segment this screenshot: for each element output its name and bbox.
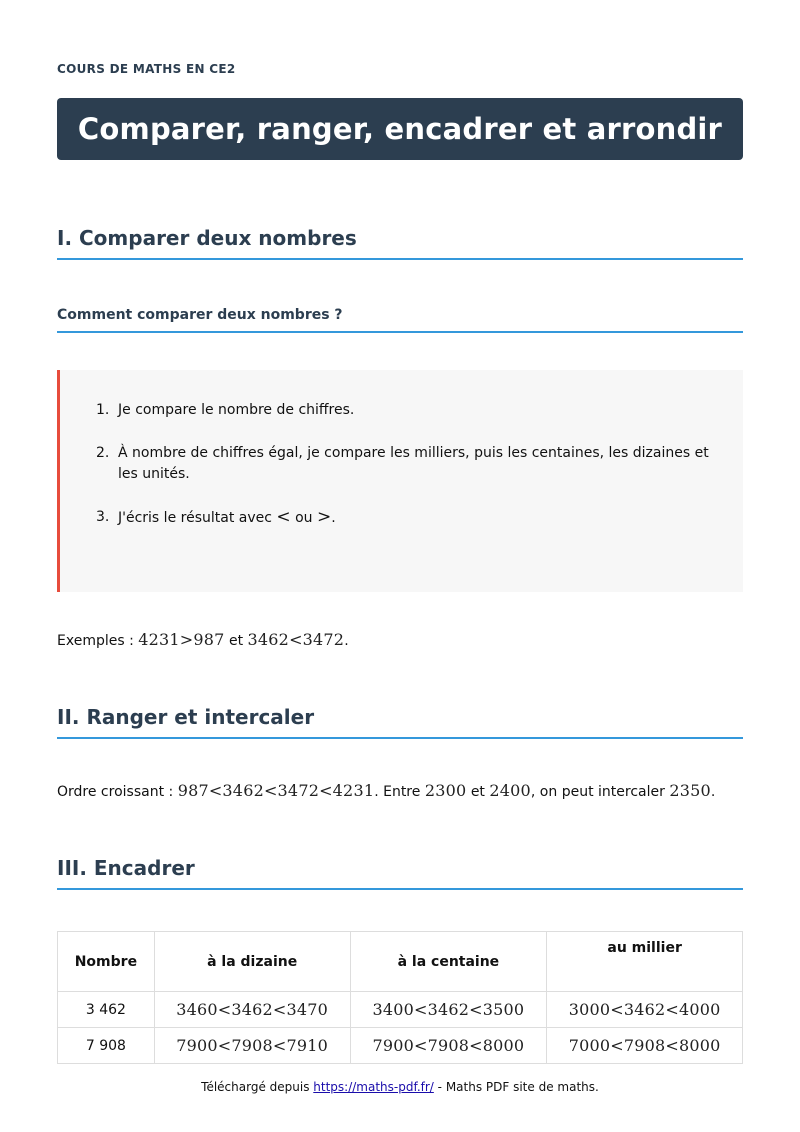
math-expression: 987<3462<3472<4231 [177,781,375,800]
table-row [58,992,743,1028]
table-cell: 3460<3462<3470 [154,992,350,1028]
math-expression: 2350 [669,781,711,800]
footer-text: Téléchargé depuis [201,1080,310,1094]
table-cell: 3000<3462<4000 [547,992,743,1028]
punctuation: . [344,633,349,649]
order-label: Ordre croissant : [57,784,174,800]
table-cell: 3400<3462<3500 [350,992,547,1028]
table-header-row [58,932,743,992]
conjunction: et [228,633,244,649]
table-row [58,1028,743,1064]
step-text: À nombre de chiffres égal, je compare les milliers, puis les centaines, les dizaines et les unités. [118,445,709,482]
section-1-subheading: Comment comparer deux nombres ? [57,307,743,333]
examples-label: Exemples : [57,633,134,649]
step-text: ou [295,510,313,526]
page-title: Comparer, ranger, encadrer et arrondir [77,112,723,146]
course-label: COURS DE MATHS EN CE2 [57,62,236,76]
section-2-heading: II. Ranger et intercaler [57,705,743,739]
step-text: J'écris le résultat avec [118,510,272,526]
math-expression: 4231>987 [138,630,225,649]
column-header: à la centaine [350,932,547,992]
table-cell: 7900<7908<8000 [350,1028,547,1064]
conjunction: et [470,784,485,800]
step-number: 2. [96,445,110,461]
examples-line [57,630,349,649]
list-item [96,400,716,421]
method-box [57,370,743,592]
table-cell: 7000<7908<8000 [547,1028,743,1064]
list-item [96,443,716,485]
text: . Entre [374,784,421,800]
column-header: au millier [547,932,743,992]
text: , on peut intercaler [530,784,665,800]
step-text: . [331,510,336,526]
punctuation: . [710,784,716,800]
column-header: à la dizaine [154,932,350,992]
ordering-line [57,781,715,800]
column-header: Nombre [58,932,155,992]
math-expression: 3462<3472 [247,630,345,649]
step-text: Je compare le nombre de chiffres. [118,402,355,418]
less-than-symbol: < [276,507,291,527]
section-3-heading: III. Encadrer [57,856,743,890]
math-expression: 2400 [489,781,531,800]
framing-table [57,931,743,1064]
source-link[interactable]: https://maths-pdf.fr/ [313,1080,434,1094]
list-item [96,507,716,529]
math-expression: 2300 [424,781,467,800]
section-1-heading: I. Comparer deux nombres [57,226,743,260]
table-cell: 7 908 [58,1028,155,1064]
title-banner [57,98,743,160]
steps-list [96,400,716,551]
table-cell: 3 462 [58,992,155,1028]
greater-than-symbol: > [317,507,332,527]
step-number: 1. [96,402,110,418]
table-cell: 7900<7908<7910 [154,1028,350,1064]
page-footer [0,1080,800,1094]
footer-text: - Maths PDF site de maths. [437,1080,599,1094]
step-number: 3. [96,509,110,525]
